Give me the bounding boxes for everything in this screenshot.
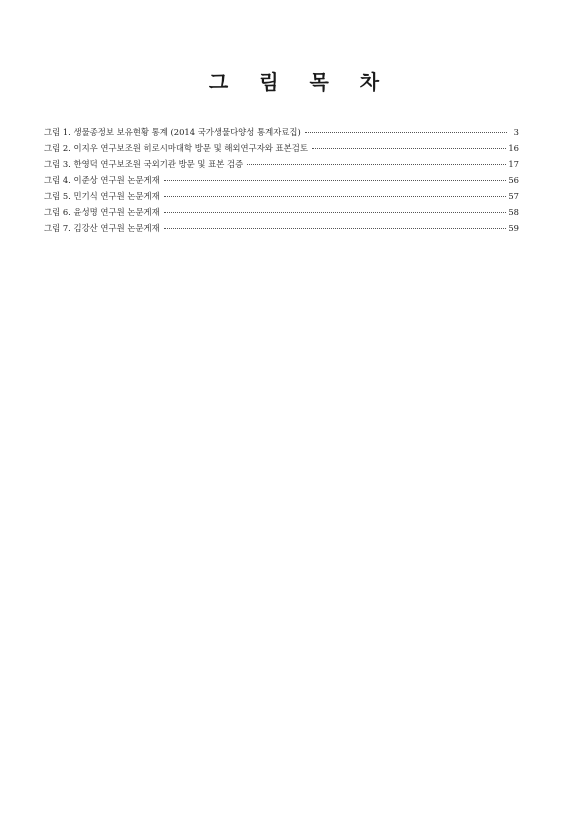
toc-entry [44,188,519,204]
toc-entry [44,124,519,140]
toc-entry [44,172,519,188]
toc-entry-page: 59 [508,223,519,233]
dot-leader [164,212,507,213]
toc-entry [44,156,519,172]
toc-entry-page: 17 [508,159,519,169]
toc-entry-page: 57 [508,191,519,201]
toc-entry-label: 그림 5. 민기식 연구원 논문게재 [44,191,160,201]
dot-leader [164,228,507,229]
toc-entry-label: 그림 1. 생물종정보 보유현황 통계 (2014 국가생물다양성 통계자료집) [44,127,301,137]
toc-entry-page: 56 [508,175,519,185]
toc-entry-label: 그림 4. 이준상 연구원 논문게재 [44,175,160,185]
dot-leader [164,180,507,181]
toc-entry-label: 그림 3. 한영덕 연구보조원 국외기관 방문 및 표본 검증 [44,159,244,169]
toc-entry-label: 그림 6. 윤성명 연구원 논문게재 [44,207,160,217]
toc-entry [44,204,519,220]
dot-leader [312,148,506,149]
toc-entry-page: 16 [508,143,519,153]
page-title: 그 림 목 차 [208,70,392,94]
dot-leader [305,132,507,133]
toc-entry [44,220,519,236]
toc-entry-page: 58 [508,207,519,217]
toc-entry-page: 3 [513,127,519,137]
dot-leader [164,196,507,197]
toc-entry-label: 그림 2. 이지우 연구보조원 히로시마대학 방문 및 해외연구자와 표본검토 [44,143,308,153]
toc-entry [44,140,519,156]
toc-entry-label: 그림 7. 김강산 연구원 논문게재 [44,223,160,233]
figure-list [44,124,519,236]
dot-leader [247,164,506,165]
